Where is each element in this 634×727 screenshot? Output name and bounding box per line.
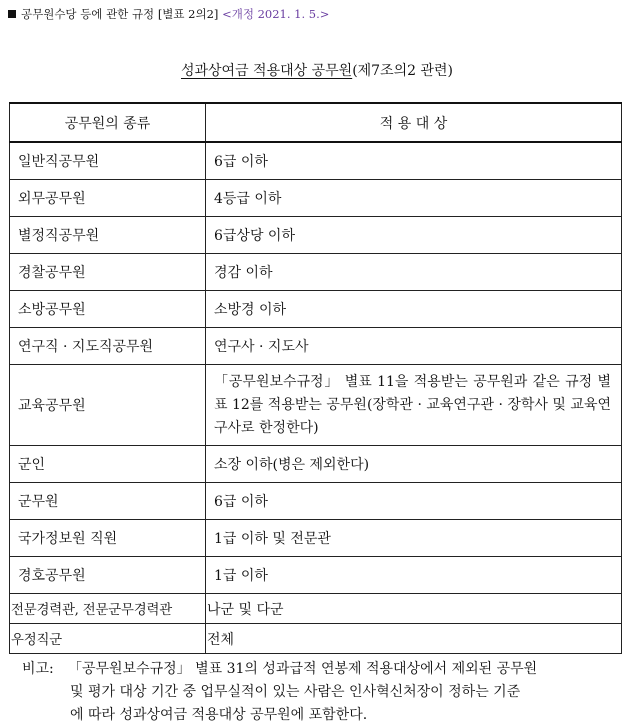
regulation-name: 공무원수당 등에 관한 규정 [별표 2의2]	[21, 7, 219, 21]
category-cell: 별정직공무원	[10, 217, 206, 254]
target-cell: 소장 이하(병은 제외한다)	[206, 446, 622, 483]
target-cell: 6급상당 이하	[206, 217, 622, 254]
table-row	[10, 328, 622, 365]
note-text-line-1: 「공무원보수규정」 별표 31의 성과급적 연봉제 적용대상에서 제외된 공무원	[68, 661, 538, 677]
table-row	[10, 291, 622, 328]
note-text-line-3: 에 따라 성과상여금 적용대상 공무원에 포함한다.	[70, 707, 368, 723]
note-label: 비고:	[22, 661, 54, 677]
target-cell: 소방경 이하	[206, 291, 622, 328]
revision-note: <개정 2021. 1. 5.>	[222, 7, 330, 21]
category-cell: 우정직군	[10, 624, 206, 654]
table-header-row	[10, 103, 622, 142]
target-cell: 전체	[206, 624, 622, 654]
target-cell: 6급 이하	[206, 142, 622, 180]
header-category: 공무원의 종류	[10, 103, 206, 142]
target-cell: 「공무원보수규정」 별표 11을 적용받는 공무원과 같은 규정 별표 12를 적용받는 공무원(장학관 · 교육연구관 · 장학사 및 교육연구사로 한정한다)	[206, 365, 622, 446]
remarks-note	[0, 658, 634, 727]
category-cell: 경호공무원	[10, 557, 206, 594]
eligibility-table	[9, 102, 622, 654]
black-square-icon	[8, 10, 16, 18]
category-cell: 군인	[10, 446, 206, 483]
category-cell: 군무원	[10, 483, 206, 520]
title-sub: (제7조의2 관련)	[352, 63, 453, 79]
target-cell: 6급 이하	[206, 483, 622, 520]
category-cell: 경찰공무원	[10, 254, 206, 291]
table-row	[10, 483, 622, 520]
table-row	[10, 365, 622, 446]
target-cell: 나군 및 다군	[206, 594, 622, 624]
table-row	[10, 446, 622, 483]
table-row	[10, 217, 622, 254]
target-cell: 연구사 · 지도사	[206, 328, 622, 365]
regulation-header	[8, 6, 329, 22]
title-main: 성과상여금 적용대상 공무원	[180, 63, 353, 79]
table-row	[10, 594, 622, 624]
category-cell: 국가정보원 직원	[10, 520, 206, 557]
category-cell: 교육공무원	[10, 365, 206, 446]
table-row	[10, 624, 622, 654]
target-cell: 1급 이하	[206, 557, 622, 594]
target-cell: 경감 이하	[206, 254, 622, 291]
category-cell: 외무공무원	[10, 180, 206, 217]
table-row	[10, 142, 622, 180]
category-cell: 전문경력관, 전문군무경력관	[10, 594, 206, 624]
category-cell: 일반직공무원	[10, 142, 206, 180]
target-cell: 1급 이하 및 전문관	[206, 520, 622, 557]
document-title	[0, 60, 634, 80]
table-row	[10, 557, 622, 594]
table-row	[10, 180, 622, 217]
note-line	[0, 658, 634, 681]
category-cell: 소방공무원	[10, 291, 206, 328]
header-target: 적 용 대 상	[206, 103, 622, 142]
table-row	[10, 254, 622, 291]
table-row	[10, 520, 622, 557]
target-cell: 4등급 이하	[206, 180, 622, 217]
category-cell: 연구직 · 지도직공무원	[10, 328, 206, 365]
note-text-line-2: 및 평가 대상 기간 중 업무실적이 있는 사람은 인사혁신처장이 정하는 기준	[70, 684, 521, 700]
